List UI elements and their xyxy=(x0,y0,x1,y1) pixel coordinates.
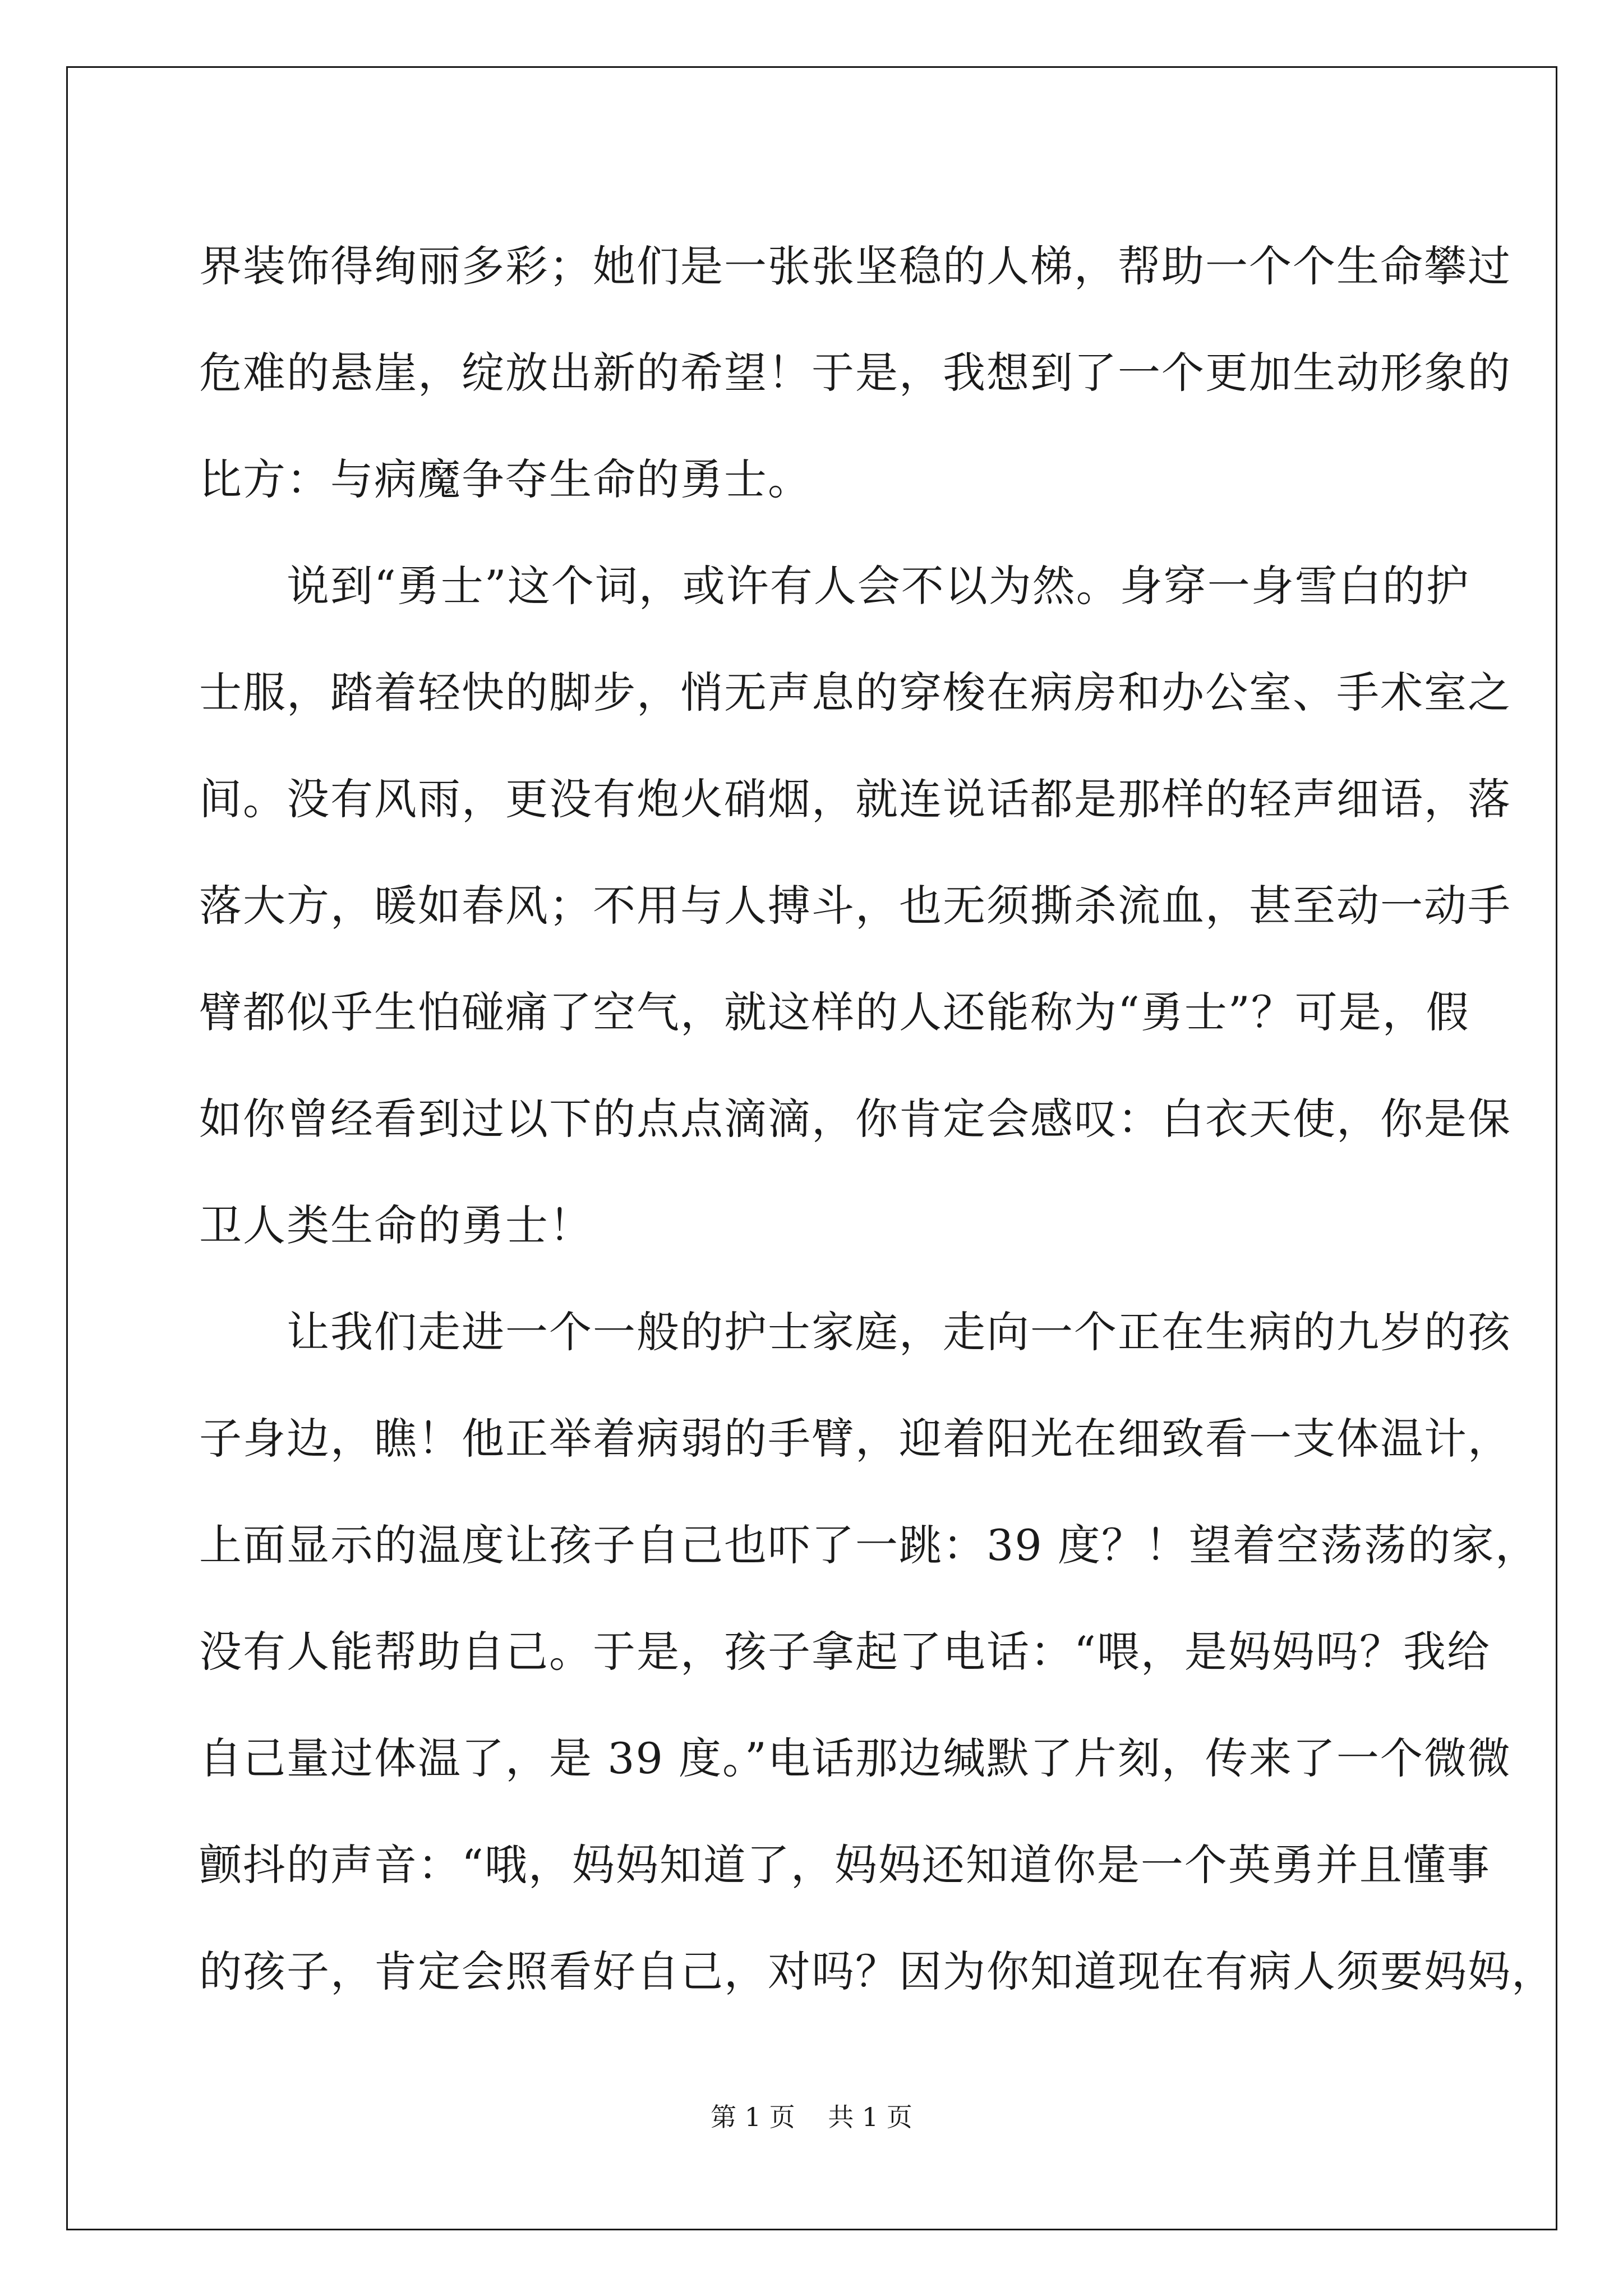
page-total: 共 1 页 xyxy=(828,2102,912,2132)
text-line: 士服，踏着轻快的脚步，悄无声息的穿梭在病房和办公室、手术室之 xyxy=(199,668,1511,717)
text-line: 上面显示的温度让孩子自己也吓了一跳：39 度？！望着空荡荡的家， xyxy=(199,1520,1539,1570)
text-line: 的孩子，肯定会照看好自己，对吗？因为你知道现在有病人须要妈妈， xyxy=(199,1947,1555,1996)
text-line: 让我们走进一个一般的护士家庭，走向一个正在生病的九岁的孩 xyxy=(199,1307,1511,1357)
text-line: 自己量过体温了，是 39 度。”电话那边缄默了片刻，传来了一个微微 xyxy=(199,1733,1511,1783)
text-line: 颤抖的声音：“哦，妈妈知道了，妈妈还知道你是一个英勇并且懂事 xyxy=(199,1840,1491,1890)
text-line: 危难的悬崖，绽放出新的希望！于是，我想到了一个更加生动形象的 xyxy=(199,348,1511,398)
page-footer xyxy=(0,2097,1623,2134)
text-line: 间。没有风雨，更没有炮火硝烟，就连说话都是那样的轻声细语，落 xyxy=(199,774,1511,824)
text-line: 落大方，暖如春风；不用与人搏斗，也无须撕杀流血，甚至动一动手 xyxy=(199,881,1511,931)
page-number: 第 1 页 xyxy=(711,2102,795,2132)
text-line: 臂都似乎生怕碰痛了空气，就这样的人还能称为“勇士”？可是，假 xyxy=(199,987,1470,1037)
text-line: 没有人能帮助自己。于是，孩子拿起了电话：“喂，是妈妈吗？我给 xyxy=(199,1627,1491,1677)
text-line: 如你曾经看到过以下的点点滴滴，你肯定会感叹：白衣天使，你是保 xyxy=(199,1094,1511,1144)
text-line: 子身边，瞧！他正举着病弱的手臂，迎着阳光在细致看一支体温计， xyxy=(199,1414,1511,1464)
text-line: 比方：与病魔争夺生命的勇士。 xyxy=(199,454,811,504)
text-line: 说到“勇士”这个词，或许有人会不以为然。身穿一身雪白的护 xyxy=(199,561,1470,611)
text-line: 卫人类生命的勇士！ xyxy=(199,1200,593,1250)
text-line: 界装饰得绚丽多彩；她们是一张张坚稳的人梯，帮助一个个生命攀过 xyxy=(199,241,1511,291)
document-body xyxy=(199,213,1555,2025)
